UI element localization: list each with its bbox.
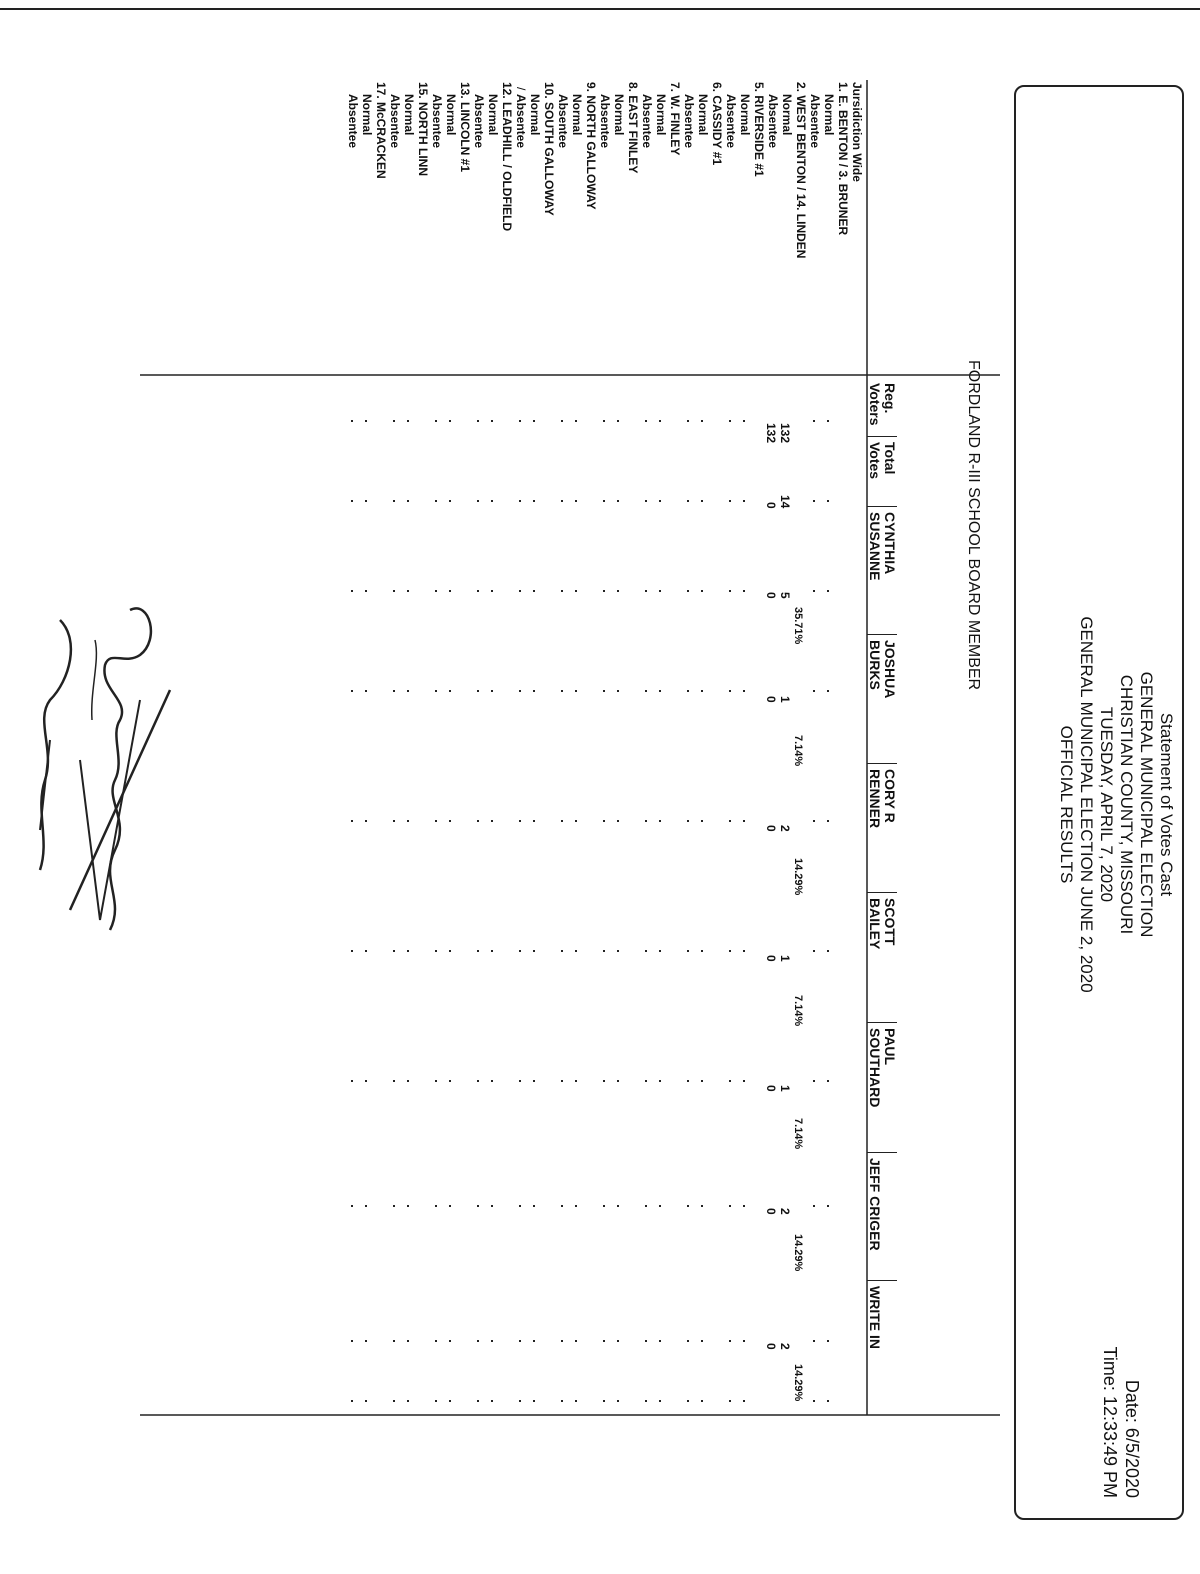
wb-normal-c7: 2 [778,1343,792,1350]
candidate-first: CYNTHIA [882,512,898,575]
candidate-last: RENNER [867,769,883,829]
jurisdiction-label: 17. McCRACKEN [374,82,388,179]
report-title: Statement of Votes Cast [1157,712,1176,897]
jurisdiction-label: 6. CASSIDY #1 [710,82,724,166]
wb-normal-c1: 5 [778,592,792,599]
col-votes-label: Votes [867,442,883,480]
candidate-last: BAILEY [867,898,883,950]
jurisdiction-label: 7. W. FINLEY [668,82,682,156]
signature-stroke [40,620,71,870]
candidate-first: PAUL [882,1028,898,1066]
election-date: TUESDAY, APRIL 7, 2020 [1097,706,1116,903]
jurisdiction-label: 12. LEADHILL / OLDFIELD [500,82,514,232]
jurisdiction-subrow-label: Absentee [724,94,738,149]
wb-absentee-c6: 0 [764,1208,778,1215]
jurisdiction-subrow-label: Absentee [556,94,570,149]
candidate-first: SCOTT [882,898,898,946]
wb-normal-c1-pct: 35.71% [792,607,804,645]
wb-absentee-total: 0 [764,502,778,509]
candidate-last: SUSANNE [867,512,883,581]
signature-stroke [40,740,50,830]
wb-normal-c4: 1 [778,955,792,962]
wb-normal-c7-pct: 14.29% [792,1364,804,1402]
county-name: CHRISTIAN COUNTY, MISSOURI [1117,674,1136,935]
signature-stroke [80,700,140,920]
wb-normal-reg: 132 [778,423,792,444]
candidate-name: WRITE IN [867,1286,883,1349]
wb-absentee-c4: 0 [764,955,778,962]
wb-absentee-c7: 0 [764,1343,778,1350]
jurisdiction-label: 8. EAST FINLEY [626,82,640,174]
jurisdiction-subrow-label: Absentee [598,94,612,149]
jurisdiction-label: 10. SOUTH GALLOWAY [542,82,556,216]
jurisdiction-label: 2. WEST BENTON / 14. LINDEN [794,82,808,259]
jurisdiction-label: 5. RIVERSIDE #1 [752,82,766,177]
wb-normal-c3: 2 [778,825,792,832]
jurisdiction-subrow-label: Absentee [514,94,528,149]
col-reg-label: Reg. [882,383,898,414]
jurisdiction-subrow-label: Normal [528,94,542,136]
jurisdiction-subrow-label: Absentee [346,94,360,149]
col-total-label: Total [882,442,898,475]
jurisdiction-subrow-label: Normal [402,94,416,136]
jurisdiction-subrow-label: Absentee [430,94,444,149]
jurisdiction-subrow-label: Absentee [808,94,822,149]
wb-normal-c6: 2 [778,1208,792,1215]
signature-stroke [92,640,97,720]
wb-absentee-c1: 0 [764,592,778,599]
jurisdiction-subrow-label: Absentee [640,94,654,149]
wb-normal-c6-pct: 14.29% [792,1234,804,1272]
jurisdiction-subrow-label: Normal [780,94,794,136]
jurisdiction-subrow-label: Normal [360,94,374,136]
wb-normal-c2-pct: 7.14% [792,735,804,767]
check-mark: / [514,87,528,91]
jurisdiction-subrow-label: Absentee [388,94,402,149]
jurisdiction-subrow-label: Normal [444,94,458,136]
wb-absentee-c2: 0 [764,696,778,703]
jurisdiction-subrow-label: Normal [570,94,584,136]
candidate-first: JOSHUA [882,640,898,699]
wb-normal-c3-pct: 14.29% [792,858,804,896]
candidate-last: SOUTHARD [867,1028,883,1108]
jurisdiction-subrow-label: Normal [654,94,668,136]
candidate-first: CORY R [882,769,898,823]
jurisdiction-subrow-label: Normal [822,94,836,136]
candidate-last: BURKS [867,640,883,690]
wb-absentee-reg: 132 [764,423,778,444]
jurisdiction-subrow-label: Absentee [766,94,780,149]
wb-normal-c5: 1 [778,1085,792,1092]
jurisdiction-subrow-label: Normal [612,94,626,136]
wb-normal-c2: 1 [778,696,792,703]
wb-absentee-c3: 0 [764,825,778,832]
jurisdiction-subrow-label: Normal [696,94,710,136]
jurisdiction-subrow-label: Absentee [472,94,486,149]
election-subtitle: GENERAL MUNICIPAL ELECTION JUNE 2, 2020 [1077,616,1096,993]
jurisdiction-subrow-label: Absentee [682,94,696,149]
col-voters-label: Voters [867,383,883,426]
official-results-label: OFFICIAL RESULTS [1057,725,1076,884]
wb-normal-total: 14 [778,495,792,509]
jurisdiction-label: 1. E. BENTON / 3. BRUNER [836,82,850,236]
wb-normal-c5-pct: 7.14% [792,1118,804,1150]
wb-normal-c4-pct: 7.14% [792,995,804,1027]
contest-title: FORDLAND R-III SCHOOL BOARD MEMBER [965,360,982,691]
wb-absentee-c5: 0 [764,1085,778,1092]
jurisdiction-label: 9. NORTH GALLOWAY [584,82,598,210]
jurisdiction-label: 13. LINCOLN #1 [458,82,472,173]
report-date: Date: 6/5/2020 [1122,1379,1142,1498]
report-time: Time: 12:33:49 PM [1100,1346,1120,1498]
election-name: GENERAL MUNICIPAL ELECTION [1137,671,1156,938]
jurisdiction-label: 15. NORTH LINN [416,82,430,177]
jurisdiction-subrow-label: Normal [738,94,752,136]
jurisdiction-label: Jursidiction Wide [850,82,864,182]
jurisdiction-subrow-label: Normal [486,94,500,136]
candidate-name: JEFF CRIGER [867,1158,883,1251]
